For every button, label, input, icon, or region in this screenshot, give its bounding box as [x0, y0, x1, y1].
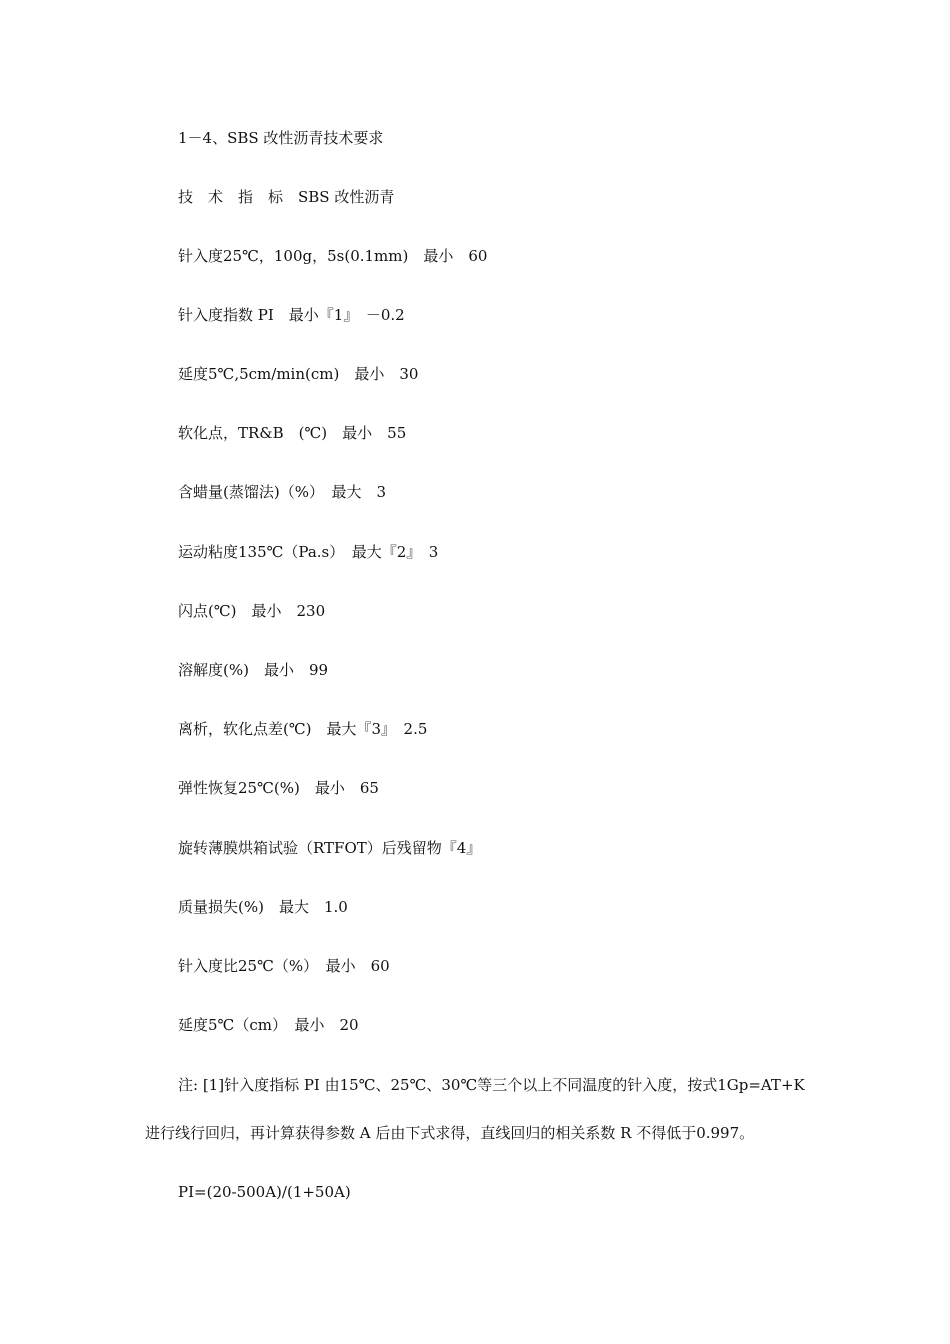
spec-row: 延度5℃,5cm/min(cm) 最小 30: [178, 365, 419, 383]
spec-row: 闪点(℃) 最小 230: [178, 602, 326, 620]
spec-row: 旋转薄膜烘箱试验（RTFOT）后残留物『4』: [178, 839, 482, 857]
spec-row: 延度5℃（cm） 最小 20: [178, 1016, 359, 1034]
spec-row: 针入度比25℃（%） 最小 60: [178, 957, 390, 975]
spec-row: 离析，软化点差(℃) 最大『3』 2.5: [178, 720, 428, 738]
spec-row: 针入度25℃，100g，5s(0.1mm) 最小 60: [178, 247, 488, 265]
spec-row: 溶解度(%) 最小 99: [178, 661, 329, 679]
spec-row: 软化点，TR&B (℃) 最小 55: [178, 424, 407, 442]
spec-row: 质量损失(%) 最大 1.0: [178, 898, 348, 916]
spec-row: 含蜡量(蒸馏法)（%） 最大 3: [178, 483, 387, 501]
spec-row: 技 术 指 标 SBS 改性沥青: [178, 188, 395, 206]
spec-row: 针入度指数 PI 最小『1』 －0.2: [178, 306, 405, 324]
note-line-1: 注: [1]针入度指标 PI 由15℃、25℃、30℃等三个以上不同温度的针入度，按式1Gp=AT+K: [178, 1076, 805, 1094]
spec-row: 运动粘度135℃（Pa.s） 最大『2』 3: [178, 543, 439, 561]
section-heading: 1－4、SBS 改性沥青技术要求: [178, 129, 384, 147]
note-line-2: 进行线行回归，再计算获得参数 A 后由下式求得，直线回归的相关系数 R 不得低于0.997。: [145, 1124, 755, 1142]
formula: PI=(20-500A)/(1+50A): [178, 1183, 351, 1201]
spec-row: 弹性恢复25℃(%) 最小 65: [178, 779, 379, 797]
